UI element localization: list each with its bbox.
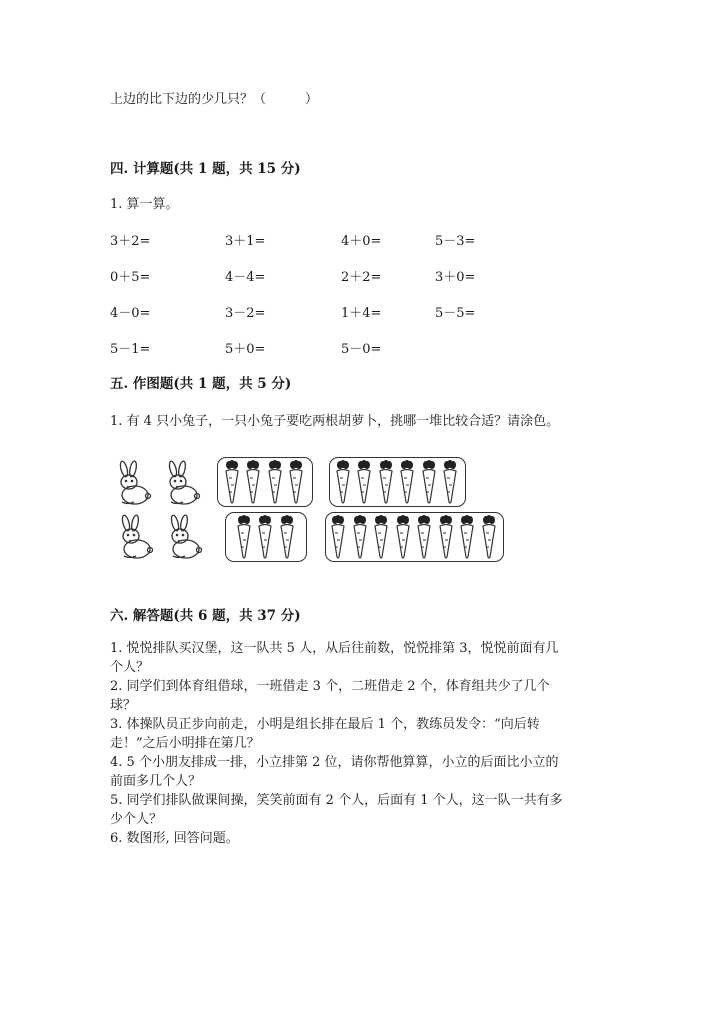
question-line: 1. 悦悦排队买汉堡，这一队共 5 人，从后往前数，悦悦排第 3，悦悦前面有几 xyxy=(110,641,559,656)
carrot-icon xyxy=(278,515,296,559)
carrot-icon xyxy=(266,460,284,504)
calc-item: 4－4= xyxy=(225,270,266,285)
carrot-icon xyxy=(437,515,455,559)
question-line: 个人？ xyxy=(110,660,150,675)
carrot-icon xyxy=(355,460,373,504)
carrot-group-box[interactable] xyxy=(225,512,307,562)
carrot-icon xyxy=(287,460,305,504)
carrot-icon xyxy=(420,460,438,504)
section-5-title: 五. 作图题(共 1 题，共 5 分) xyxy=(110,376,292,392)
calc-item: 3＋0= xyxy=(435,270,476,285)
section-6-title: 六. 解答题(共 6 题，共 37 分) xyxy=(110,608,301,624)
answer-question-6 xyxy=(110,829,239,848)
question-line: 5. 同学们排队做课间操，笑笑前面有 2 个人，后面有 1 个人，这一队一共有多 xyxy=(110,793,563,808)
answer-question-3 xyxy=(110,715,540,753)
calc-item: 5－1= xyxy=(110,342,151,357)
calc-item: 5－5= xyxy=(435,306,476,321)
calc-item: 3－2= xyxy=(225,306,266,321)
section-4-title: 四. 计算题(共 1 题，共 15 分) xyxy=(110,161,301,177)
carrot-icon xyxy=(398,460,416,504)
calc-item: 5－0= xyxy=(341,342,382,357)
calc-item: 5＋0= xyxy=(225,342,266,357)
calc-item: 3＋1= xyxy=(225,234,266,249)
carrot-group-box[interactable] xyxy=(329,457,466,507)
calc-item: 4－0= xyxy=(110,306,151,321)
question-line: 球？ xyxy=(110,698,137,713)
question-line: 3. 体操队员正步向前走，小明是组长排在最后 1 个，教练员发令：“向后转 xyxy=(110,717,540,732)
answer-question-4 xyxy=(110,753,558,791)
rabbit-icon xyxy=(161,514,203,560)
carrot-icon xyxy=(334,460,352,504)
section-5-question-1: 1. 有 4 只小兔子，一只小兔子要吃两根胡萝卜，挑哪一堆比较合适？请涂色。 xyxy=(110,414,560,429)
calc-item: 3＋2= xyxy=(110,234,151,249)
section-4-question-1: 1. 算一算。 xyxy=(110,197,179,212)
carrot-group-box[interactable] xyxy=(325,512,504,562)
carrot-icon xyxy=(377,460,395,504)
carrot-icon xyxy=(329,515,347,559)
question-line: 少个人？ xyxy=(110,812,163,827)
question-line: 走！”之后小明排在第几？ xyxy=(110,736,260,751)
question-line: 前面多几个人？ xyxy=(110,774,202,789)
carrot-icon xyxy=(244,460,262,504)
answer-question-5 xyxy=(110,791,563,829)
top-question: 上边的比下边的少几只？（ ） xyxy=(110,92,319,107)
calc-item: 4＋0= xyxy=(341,234,382,249)
carrot-icon xyxy=(415,515,433,559)
answer-question-2 xyxy=(110,677,550,715)
question-line: 2. 同学们到体育组借球，一班借走 3 个，二班借走 2 个，体育组共少了几个 xyxy=(110,679,550,694)
question-line: 6. 数图形, 回答问题。 xyxy=(110,831,239,846)
rabbit-icon xyxy=(159,460,201,506)
carrot-icon xyxy=(223,460,241,504)
answer-question-1 xyxy=(110,639,558,677)
carrot-icon xyxy=(441,460,459,504)
carrot-icon xyxy=(480,515,498,559)
carrot-icon xyxy=(394,515,412,559)
carrot-group-box[interactable] xyxy=(217,457,313,507)
calc-item: 2＋2= xyxy=(341,270,382,285)
rabbit-icon xyxy=(112,514,154,560)
calc-item: 1＋4= xyxy=(341,306,382,321)
question-line: 4. 5 个小朋友排成一排，小立排第 2 位，请你帮他算算，小立的后面比小立的 xyxy=(110,755,559,770)
carrot-icon xyxy=(256,515,274,559)
rabbit-icon xyxy=(110,460,152,506)
carrot-icon xyxy=(372,515,390,559)
carrot-icon xyxy=(235,515,253,559)
carrot-icon xyxy=(351,515,369,559)
calc-item: 5－3= xyxy=(435,234,476,249)
calc-item: 0＋5= xyxy=(110,270,151,285)
carrot-icon xyxy=(458,515,476,559)
